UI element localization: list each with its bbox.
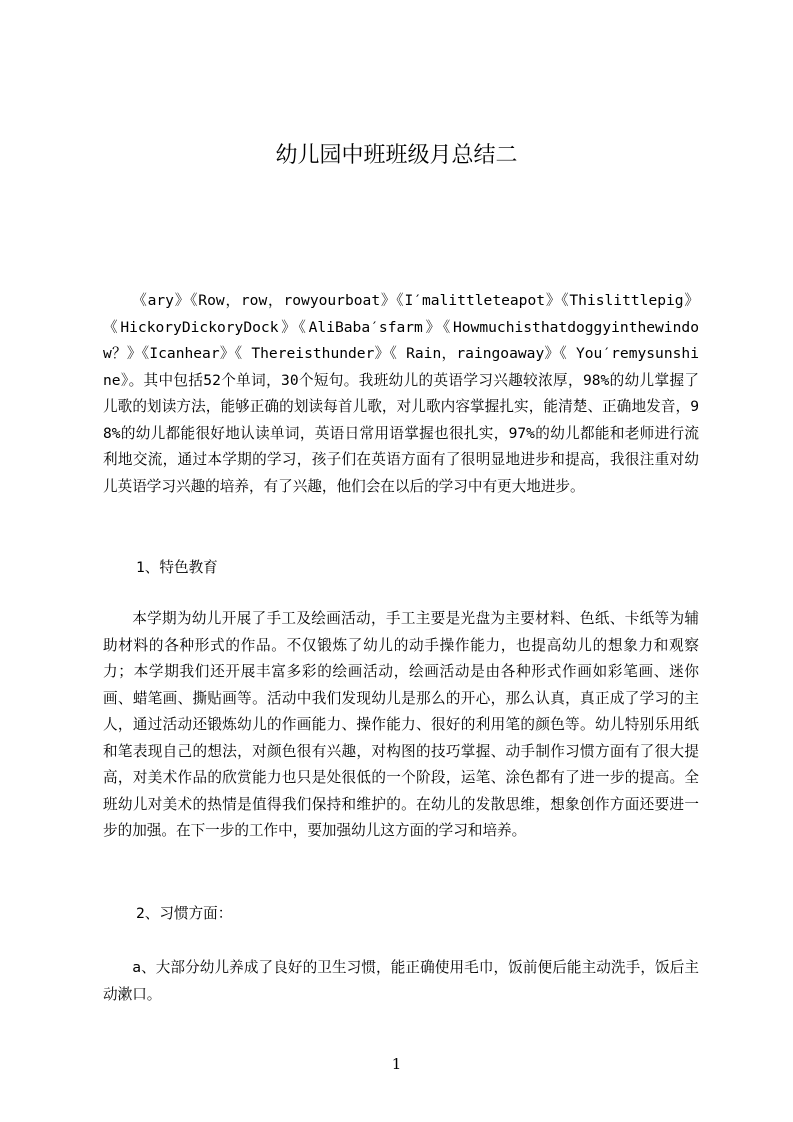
paragraph-art-activities: 本学期为幼儿开展了手工及绘画活动，手工主要是光盘为主要材料、色纸、卡纸等为辅助材料的各种形式的作品。不仅锻炼了幼儿的动手操作能力，也提高幼儿的想象力和观察力；本学期我们还开展丰富多彩的绘画活动，绘画活动是由各种形式作画如彩笔画、迷你画、蜡笔画、撕贴画等。活动中我们发现幼儿是那么的开心，那么认真，真正成了学习的主人，通过活动还锻炼幼儿的作画能力、操作能力、很好的利用笔的颜色等。幼儿特别乐用纸和笔表现自己的想法，对颜色很有兴趣，对构图的技巧掌握、动手制作习惯方面有了很大提高，对美术作品的欣赏能力也只是处很低的一个阶段，运笔、涂色都有了进一步的提高。全班幼儿对美术的热情是值得我们保持和维护的。在幼儿的发散思维，想象创作方面还要进一步的加强。在下一步的工作中，要加强幼儿这方面的学习和培养。 [103,610,699,839]
section-heading-habits: 2、习惯方面： [136,905,233,922]
section-heading-special-education: 1、特色教育 [136,559,218,576]
paragraph-english-songs: 《ary》《Row，row，rowyourboat》《I′malittleteapot》《Thislittlepig》《HickoryDickoryDock》《AliBaba′sfarm》《Howmuchisthatdoggyinthewindow？》《Icanhear》《 Thereisthunder》《 Rain，raingoaway》《 You′remysunshine》。其中包括52个单词，30个短句。我班幼儿的英语学习兴趣较浓厚，98%的幼儿掌握了儿歌的划读方法，能够正确的划读每首儿歌，对儿歌内容掌握扎实，能清楚、正确地发音，98%的幼儿都能很好地认读单词，英语日常用语掌握也很扎实，97%的幼儿都能和老师进行流利地交流，通过本学期的学习，孩子们在英语方面有了很明显地进步和提高，我很注重对幼儿英语学习兴趣的培养，有了兴趣，他们会在以后的学习中有更大地进步。 [103,292,699,495]
paragraph-hygiene-habits: a、大部分幼儿养成了良好的卫生习惯，能正确使用毛巾，饭前便后能主动洗手，饭后主动漱口。 [103,959,699,1003]
document-title: 幼儿园中班班级月总结二 [275,143,518,168]
page-number: 1 [391,1055,402,1073]
